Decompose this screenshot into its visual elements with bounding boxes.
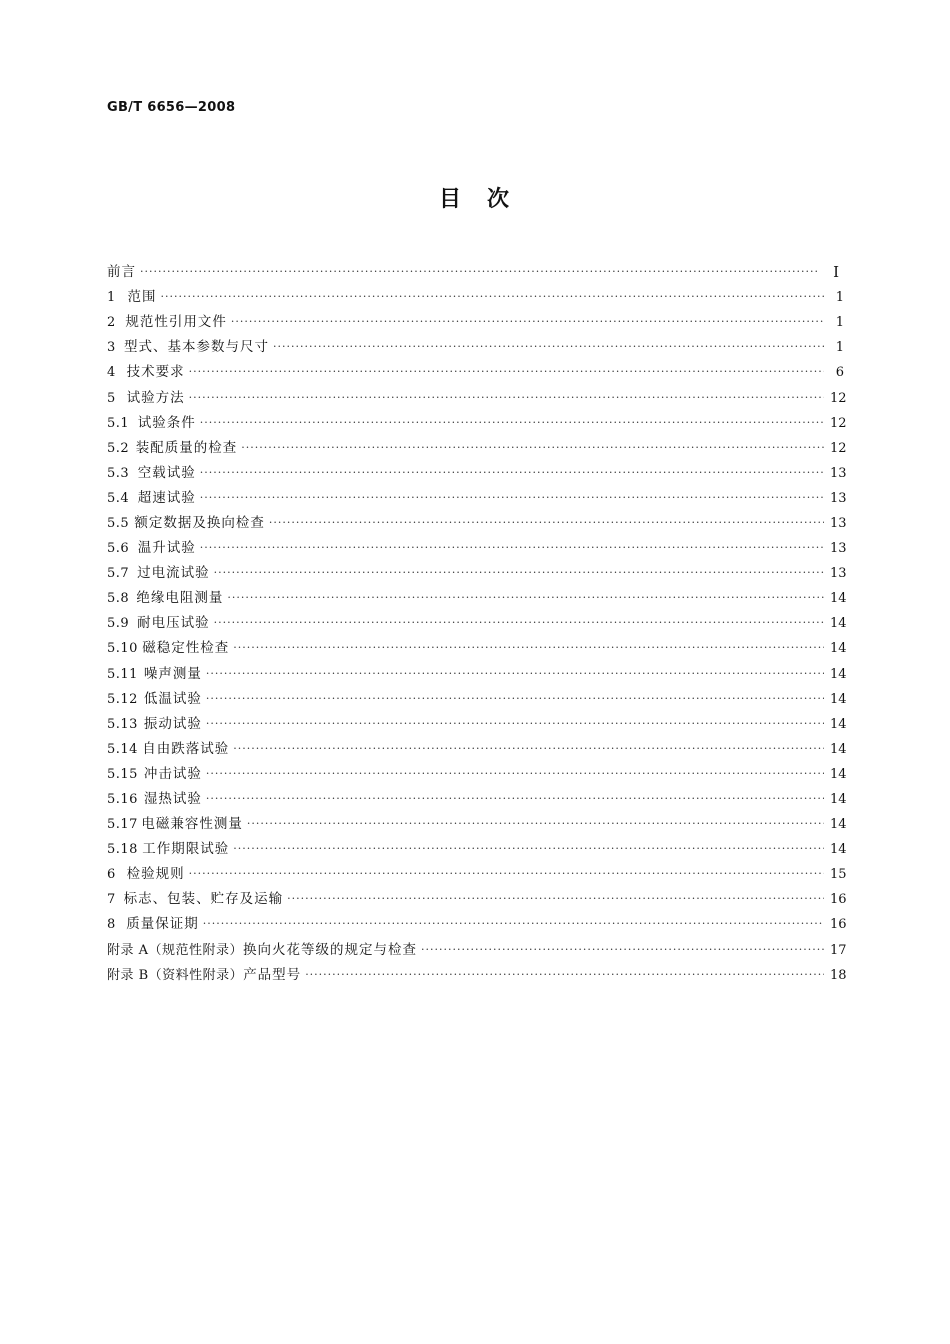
toc-entry-number: 6: [107, 867, 116, 883]
toc-entry-title: 装配质量的检查: [135, 439, 238, 456]
toc-leader-dots: [214, 610, 824, 635]
toc-entry[interactable]: [107, 712, 847, 737]
toc-entry-page: 12: [830, 390, 847, 406]
toc-leader-dots: [421, 937, 824, 962]
toc-entry-page: Ⅰ: [833, 263, 839, 282]
toc-entry-title: 质量保证期: [126, 916, 199, 933]
toc-entry-title: 技术要求: [126, 364, 185, 381]
toc-entry-title: 自由跌落试验: [142, 740, 230, 757]
toc-entry-number: 5.13: [107, 716, 138, 732]
toc-entry-page: 15: [830, 867, 847, 883]
toc-entry-number: 4: [107, 365, 116, 381]
toc-entry-number: 5.2: [107, 440, 130, 456]
toc-entry[interactable]: [107, 586, 847, 611]
toc-leader-dots: [231, 309, 824, 334]
toc-entry-page: 12: [830, 440, 847, 456]
toc-leader-dots: [233, 635, 824, 660]
toc-entry-page: 14: [830, 641, 847, 657]
toc-entry-page: 13: [830, 566, 847, 582]
toc-entry-number: 5.10: [107, 641, 138, 657]
toc-leader-dots: [247, 811, 824, 836]
page-title: 目 次: [438, 187, 511, 212]
toc-entry[interactable]: [107, 536, 847, 561]
toc-leader-dots: [189, 385, 824, 410]
toc-leader-dots: [206, 761, 824, 786]
toc-entry[interactable]: [107, 385, 847, 410]
toc-leader-dots: [269, 510, 824, 535]
toc-leader-dots: [189, 359, 824, 384]
toc-entry[interactable]: [107, 912, 847, 937]
toc-entry-title: 试验方法: [126, 389, 185, 406]
toc-leader-dots: [273, 334, 824, 359]
toc-leader-dots: [203, 911, 824, 936]
toc-entry-title: 湿热试验: [143, 791, 202, 808]
toc-leader-dots: [214, 560, 824, 585]
toc-entry-page: 14: [830, 766, 847, 782]
toc-entry[interactable]: [107, 787, 847, 812]
toc-entry-page: 14: [830, 666, 847, 682]
toc-entry-page: 16: [830, 892, 847, 908]
toc-entry-number: 5.4: [107, 490, 130, 506]
toc-entry-title: 规范性引用文件: [125, 314, 227, 331]
toc-entry-number: 5.18: [107, 842, 138, 858]
toc-entry-title: 范围: [127, 289, 157, 306]
toc-entry-number: 5.1: [107, 415, 130, 431]
toc-entry-number: 5: [107, 390, 116, 406]
toc-entry-number: 5.7: [107, 566, 130, 582]
toc-entry[interactable]: [107, 461, 847, 486]
toc-entry-number: 7: [107, 892, 116, 908]
toc-entry-title: 绝缘电阻测量: [136, 590, 224, 607]
toc-entry[interactable]: [107, 611, 847, 636]
toc-entry-title: 过电流试验: [137, 565, 210, 582]
toc-entry-title: 工作期限试验: [142, 841, 230, 858]
toc-entry[interactable]: [107, 561, 847, 586]
toc-entry-number: 附录 B（资料性附录）: [107, 967, 244, 983]
toc-entry-number: 5.6: [107, 541, 130, 557]
toc-leader-dots: [200, 535, 824, 560]
toc-leader-dots: [200, 460, 824, 485]
toc-entry-number: 5.11: [107, 666, 138, 682]
toc-entry-page: 13: [830, 541, 847, 557]
toc-leader-dots: [206, 686, 824, 711]
toc-entry[interactable]: [107, 486, 847, 511]
toc-entry[interactable]: [107, 737, 847, 762]
toc-entry-page: 14: [830, 691, 847, 707]
toc-entry-title: 标志、包装、贮存及运输: [123, 891, 284, 908]
toc-entry-title: 振动试验: [143, 715, 202, 732]
toc-entry-number: 5.8: [107, 591, 130, 607]
toc-entry-number: 2: [107, 315, 116, 331]
toc-entry[interactable]: [107, 938, 847, 963]
toc-leader-dots: [200, 485, 824, 510]
toc-entry-page: 1: [835, 290, 844, 306]
toc-entry[interactable]: [107, 812, 847, 837]
toc-entry-title: 噪声测量: [143, 665, 202, 682]
toc-leader-dots: [189, 861, 824, 886]
toc-entry[interactable]: [107, 762, 847, 787]
toc-entry-title: 超速试验: [137, 489, 196, 506]
toc-entry-page: 12: [830, 415, 847, 431]
toc-entry-title: 空载试验: [137, 464, 196, 481]
toc-entry-number: 附录 A（规范性附录）: [107, 942, 244, 958]
toc-entry-page: 18: [830, 967, 847, 983]
toc-leader-dots: [161, 284, 824, 309]
toc-leader-dots: [305, 962, 824, 987]
toc-entry-page: 1: [835, 315, 844, 331]
toc-leader-dots: [206, 786, 824, 811]
toc-leader-dots: [233, 836, 824, 861]
toc-entry[interactable]: [107, 260, 844, 285]
toc-entry-number: 5.9: [107, 616, 130, 632]
toc-entry-page: 17: [830, 942, 847, 958]
toc-entry[interactable]: [107, 862, 847, 887]
toc-entry[interactable]: [107, 360, 844, 385]
toc-entry-page: 13: [830, 490, 847, 506]
toc-leader-dots: [287, 886, 824, 911]
toc-entry-title: 冲击试验: [143, 765, 202, 782]
toc-leader-dots: [241, 435, 824, 460]
toc-entry[interactable]: [107, 687, 847, 712]
toc-entry-number: 5.14: [107, 741, 138, 757]
toc-entry[interactable]: [107, 285, 844, 310]
toc-leader-dots: [227, 585, 824, 610]
toc-entry[interactable]: [107, 335, 844, 360]
toc-entry-page: 14: [830, 842, 847, 858]
toc-entry-number: 5.17: [107, 817, 138, 833]
standard-code: GB/T 6656—2008: [107, 100, 236, 115]
toc-entry-title: 磁稳定性检查: [142, 640, 230, 657]
table-of-contents: [107, 260, 847, 988]
toc-entry-number: 5.5: [107, 515, 130, 531]
toc-entry[interactable]: [107, 511, 847, 536]
toc-entry[interactable]: [107, 963, 847, 988]
toc-entry[interactable]: [107, 310, 844, 335]
toc-entry-title: 检验规则: [126, 866, 185, 883]
toc-entry-title: 产品型号: [243, 966, 302, 983]
toc-entry-number: 8: [107, 917, 116, 933]
toc-entry-title: 电磁兼容性测量: [141, 816, 243, 833]
toc-entry-page: 13: [830, 515, 847, 531]
toc-entry-page: 14: [830, 741, 847, 757]
toc-entry-number: 5.16: [107, 792, 138, 808]
toc-entry-number: 5.12: [107, 691, 138, 707]
toc-entry-number: 5.3: [107, 465, 130, 481]
toc-entry-page: 14: [830, 792, 847, 808]
toc-entry[interactable]: [107, 636, 847, 661]
toc-entry-title: 换向火花等级的规定与检查: [243, 941, 418, 958]
toc-leader-dots: [200, 410, 824, 435]
toc-leader-dots: [140, 259, 819, 284]
toc-entry[interactable]: [107, 887, 847, 912]
toc-entry-title: 型式、基本参数与尺寸: [124, 339, 270, 356]
toc-entry-title: 低温试验: [143, 690, 202, 707]
toc-entry-number: 3: [107, 340, 116, 356]
toc-entry-page: 13: [830, 465, 847, 481]
toc-entry-number: 1: [107, 290, 116, 306]
toc-entry-title: 耐电压试验: [137, 615, 210, 632]
toc-entry[interactable]: [107, 411, 847, 436]
toc-entry-number: 5.15: [107, 766, 138, 782]
toc-entry-page: 14: [830, 591, 847, 607]
toc-entry-page: 14: [830, 817, 847, 833]
toc-entry-page: 14: [830, 716, 847, 732]
toc-entry-title: 试验条件: [137, 414, 196, 431]
toc-entry-page: 16: [830, 917, 847, 933]
toc-entry[interactable]: [107, 662, 847, 687]
toc-leader-dots: [233, 736, 824, 761]
toc-entry[interactable]: [107, 436, 847, 461]
toc-leader-dots: [206, 711, 824, 736]
toc-entry-title: 温升试验: [137, 540, 196, 557]
toc-leader-dots: [206, 661, 824, 686]
toc-entry-page: 1: [835, 340, 844, 356]
toc-entry-page: 14: [830, 616, 847, 632]
toc-entry[interactable]: [107, 837, 847, 862]
toc-entry-title: 前言: [107, 264, 136, 281]
toc-entry-title: 额定数据及换向检查: [134, 514, 265, 531]
toc-entry-page: 6: [835, 365, 844, 381]
